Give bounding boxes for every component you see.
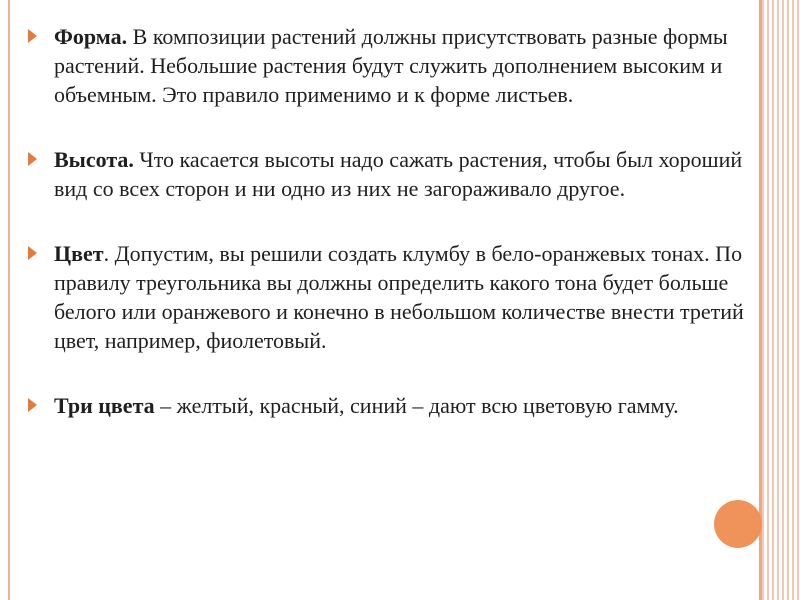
- text-three-colors: – желтый, красный, синий – дают всю цветовую гамму.: [154, 393, 679, 418]
- text-height: Что касается высоты надо сажать растения, чтобы был хороший вид со всех сторон и ни одно из них не загораживало другое.: [54, 147, 743, 201]
- paragraph-form: [28, 22, 758, 109]
- text-form: В композиции растений должны присутствовать разные формы растений. Небольшие растения будут служить дополнением высоким и объемным. Это правило применимо и к форме листьев.: [54, 24, 728, 107]
- slide-content: [28, 22, 758, 456]
- paragraph-three-colors: [28, 391, 758, 420]
- bullet-arrow-icon: [28, 398, 37, 412]
- text-color: . Допустим, вы решили создать клумбу в бело-оранжевых тонах. По правилу треугольника вы должны определить какого тона будет больше белого или оранжевого и конечно в небольшом количестве внести третий цвет, например, фиолетовый.: [54, 241, 744, 353]
- paragraph-height: [28, 145, 758, 203]
- bullet-arrow-icon: [28, 152, 37, 166]
- right-decorative-border: [762, 0, 800, 600]
- decorative-circle: [714, 500, 762, 548]
- bullet-arrow-icon: [28, 29, 37, 43]
- left-frame-line: [8, 0, 10, 600]
- term-form: Форма.: [54, 24, 128, 49]
- term-height: Высота.: [54, 147, 134, 172]
- paragraph-color: [28, 239, 758, 355]
- term-three-colors: Три цвета: [54, 393, 155, 418]
- bullet-arrow-icon: [28, 246, 37, 260]
- term-color: Цвет: [54, 241, 104, 266]
